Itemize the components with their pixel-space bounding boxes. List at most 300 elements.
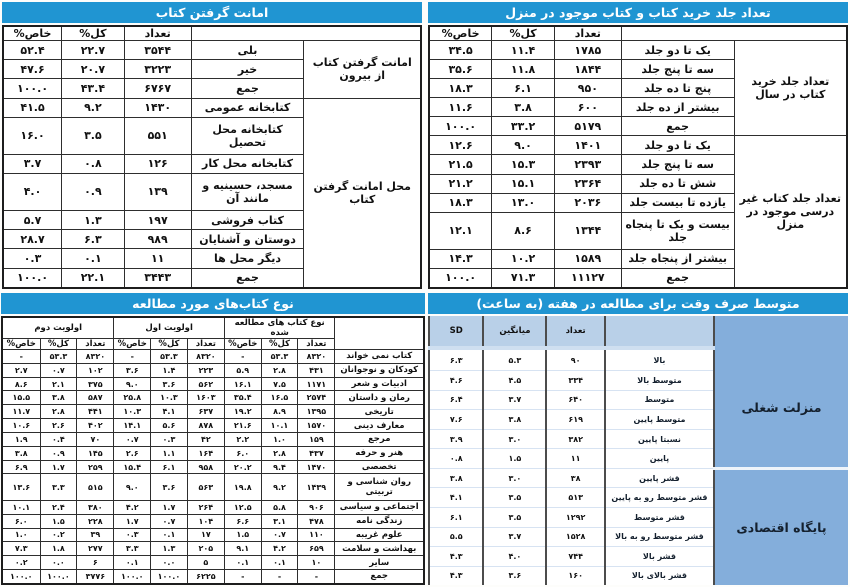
value-cell: ۲۰.۲ (224, 460, 261, 474)
time-spent-table (428, 316, 848, 585)
value-cell: ۰.۷ (261, 528, 298, 542)
value-cell: ۵۱۵ (77, 474, 114, 500)
value-cell: ۹۵۰ (554, 79, 621, 98)
value-cell: ۶.۰ (224, 446, 261, 460)
value-cell: ۱۷۸۵ (554, 41, 621, 60)
value-cell: ۳.۹ (429, 429, 483, 449)
table-row (429, 41, 847, 60)
row-label: مرجع (335, 432, 424, 446)
row-label: خیر (191, 60, 304, 79)
value-cell: ۱۶۴ (187, 446, 224, 460)
column-header: خاص% (114, 339, 151, 350)
value-cell: ۵۲.۴ (3, 41, 62, 60)
value-cell: ۱۵۷۰ (298, 419, 335, 433)
value-cell: ۰.۳ (151, 432, 188, 446)
value-cell: ۱۵.۱ (492, 174, 555, 193)
table-row (2, 405, 424, 419)
value-cell: ۱۱.۴ (492, 41, 555, 60)
value-cell: ۱.۰ (261, 432, 298, 446)
row-label: پنج تا ده جلد (621, 79, 734, 98)
group-label: امانت گرفتن کتاب از بیرون (304, 41, 421, 99)
column-header: تعداد (77, 339, 114, 350)
value-cell: ۱۷ (187, 528, 224, 542)
group-label: پایگاه اقتصادی (714, 468, 848, 585)
row-label: شش تا ده جلد (621, 174, 734, 193)
value-cell: ۳۸۰ (77, 500, 114, 514)
value-cell: - (298, 569, 335, 584)
row-label: پایین (605, 449, 714, 469)
row-label: کتاب نمی خواند (335, 350, 424, 364)
value-cell: ۴.۱ (429, 488, 483, 508)
value-cell: ۹.۲ (62, 98, 125, 117)
value-cell: ۱۹.۸ (224, 474, 261, 500)
table-row (3, 41, 421, 60)
value-cell: ۹.۱ (224, 542, 261, 556)
value-cell: ۱۱ (546, 449, 605, 469)
row-label: یک تا دو جلد (621, 136, 734, 155)
value-cell: ۲۱.۵ (429, 155, 492, 174)
blank-header (605, 316, 714, 348)
value-cell: ۸.۶ (2, 377, 40, 391)
row-label: کتابخانه محل کار (191, 154, 304, 173)
value-cell: ۰.۳ (114, 528, 151, 542)
value-cell: ۲.۱ (40, 377, 77, 391)
row-label: تاریخی (335, 405, 424, 419)
value-cell: ۱.۷ (151, 500, 188, 514)
value-cell: ۵۵۱ (124, 117, 191, 154)
table-row (2, 446, 424, 460)
value-cell: ۲۸.۷ (3, 230, 62, 249)
value-cell: ۶.۳ (429, 348, 483, 371)
value-cell: ۵۳.۳ (261, 350, 298, 364)
value-cell: ۱۶.۵ (261, 391, 298, 405)
value-cell: ۶.۱ (151, 460, 188, 474)
value-cell: ۰.۷ (40, 363, 77, 377)
value-cell: ۱۹.۲ (224, 405, 261, 419)
table-row (3, 98, 421, 117)
value-cell: ۲۲۳ (187, 363, 224, 377)
value-cell: ۱۰۰.۰ (429, 268, 492, 288)
value-cell: ۲۲۸ (77, 514, 114, 528)
row-label: سه تا پنج جلد (621, 155, 734, 174)
value-cell: ۱۳.۰ (492, 193, 555, 212)
row-label: بلی (191, 41, 304, 60)
column-header: خاص% (2, 339, 40, 350)
value-cell: ۵.۷ (3, 210, 62, 229)
value-cell: ۷.۳ (2, 542, 40, 556)
value-cell: ۱۳.۶ (2, 474, 40, 500)
group-label: تعداد جلد کتاب غیر درسی موجود در منزل (734, 136, 847, 288)
value-cell: ۱۰.۲ (492, 249, 555, 268)
value-cell: ۹.۲ (261, 474, 298, 500)
value-cell: ۱۰.۱ (261, 419, 298, 433)
value-cell: ۵.۳ (483, 348, 546, 371)
value-cell: ۸۳۲۰ (77, 350, 114, 364)
value-cell: ۳.۱ (261, 514, 298, 528)
value-cell: ۶.۹ (2, 460, 40, 474)
value-cell: ۰.۹ (62, 173, 125, 210)
row-label: تخصصی (335, 460, 424, 474)
value-cell: ۲۵.۸ (114, 391, 151, 405)
row-label: علوم غریبه (335, 528, 424, 542)
value-cell: ۱.۵ (224, 528, 261, 542)
value-cell: ۲.۸ (261, 446, 298, 460)
row-label: قشر بالای بالا (605, 566, 714, 585)
borrow-table-title: امانت گرفتن کتاب (2, 2, 422, 23)
header-row (429, 316, 848, 348)
value-cell: ۲۰.۷ (62, 60, 125, 79)
purchase-table (428, 25, 848, 289)
value-cell: ۱۱.۷ (2, 405, 40, 419)
value-cell: ۴۷.۶ (3, 60, 62, 79)
value-cell: ۱۱۱۲۷ (554, 268, 621, 288)
value-cell: ۲۰۵ (187, 542, 224, 556)
value-cell: ۴۲ (187, 432, 224, 446)
column-header: میانگین (483, 316, 546, 348)
value-cell: ۳.۸ (40, 391, 77, 405)
value-cell: ۳۸ (546, 468, 605, 488)
row-label: قشر متوسط (605, 508, 714, 528)
column-group-header: نوع کتاب های مطالعه شده (224, 317, 335, 339)
row-label: کتابخانه عمومی (191, 98, 304, 117)
value-cell: ۱۴.۱ (114, 419, 151, 433)
value-cell: ۴۴۱ (77, 405, 114, 419)
table-row (2, 432, 424, 446)
table-row (429, 348, 848, 371)
column-header: تعداد (554, 26, 621, 41)
value-cell: ۳.۵ (483, 508, 546, 528)
value-cell: ۹۰ (546, 348, 605, 371)
value-cell: ۳.۶ (483, 566, 546, 585)
row-label: بیست و یک تا پنجاه جلد (621, 212, 734, 249)
column-header: خاص% (3, 26, 62, 41)
column-header: کل% (40, 339, 77, 350)
value-cell: ۵۱۳ (546, 488, 605, 508)
value-cell: ۳۸۲ (546, 429, 605, 449)
column-header: خاص% (429, 26, 492, 41)
value-cell: ۱۴.۳ (429, 249, 492, 268)
group-label: محل امانت گرفتن کتاب (304, 98, 421, 288)
value-cell: ۱۲.۶ (429, 136, 492, 155)
value-cell: ۶۳۷ (187, 405, 224, 419)
value-cell: ۵.۸ (261, 500, 298, 514)
value-cell: ۰.۱ (151, 528, 188, 542)
value-cell: ۰.۸ (429, 449, 483, 469)
value-cell: ۱.۵ (40, 514, 77, 528)
value-cell: ۱۴۷۰ (298, 460, 335, 474)
table-row (2, 363, 424, 377)
value-cell: ۶.۴ (429, 390, 483, 410)
table-row (429, 468, 848, 488)
value-cell: ۱.۵ (483, 449, 546, 469)
value-cell: ۰.۸ (62, 154, 125, 173)
value-cell: ۲۳۶۴ (554, 174, 621, 193)
book-types-title: نوع کتاب‌های مورد مطالعه (1, 293, 425, 314)
value-cell: ۱.۰ (2, 528, 40, 542)
value-cell: ۱۰.۱ (2, 500, 40, 514)
value-cell: ۳.۸ (483, 410, 546, 430)
row-label: قشر بالا (605, 547, 714, 567)
value-cell: ۱۰۲ (77, 363, 114, 377)
header-row (3, 26, 421, 41)
time-spent-title: متوسط صرف وقت برای مطالعه در هفته (به ساعت) (428, 293, 848, 314)
value-cell: ۱۴۳۰ (124, 98, 191, 117)
value-cell: ۱.۴ (151, 363, 188, 377)
purchase-table-section (428, 2, 848, 289)
value-cell: ۷.۶ (429, 410, 483, 430)
value-cell: ۴.۱ (151, 405, 188, 419)
value-cell: ۱۰۴ (187, 514, 224, 528)
value-cell: ۱۰۰.۰ (114, 569, 151, 584)
value-cell: ۱۰ (298, 556, 335, 570)
value-cell: ۶۵۹ (298, 542, 335, 556)
value-cell: ۳۵.۴ (224, 391, 261, 405)
value-cell: ۹۸۹ (124, 230, 191, 249)
value-cell: ۶.۱ (429, 508, 483, 528)
value-cell: ۳.۵ (62, 117, 125, 154)
value-cell: ۲.۷ (2, 363, 40, 377)
value-cell: ۱۱.۸ (492, 60, 555, 79)
row-label: متوسط پایین (605, 410, 714, 430)
value-cell: ۵ (187, 556, 224, 570)
value-cell: ۱.۷ (114, 514, 151, 528)
value-cell: ۴۳۷ (298, 446, 335, 460)
value-cell: ۵.۶ (151, 419, 188, 433)
value-cell: ۰.۰ (151, 556, 188, 570)
row-label: ادبیات و شعر (335, 377, 424, 391)
value-cell: ۳.۶ (151, 474, 188, 500)
row-label: اجتماعی و سیاسی (335, 500, 424, 514)
value-cell: ۱۸۴۴ (554, 60, 621, 79)
value-cell: ۳.۰ (483, 429, 546, 449)
value-cell: ۳.۶ (151, 377, 188, 391)
row-label: سایر (335, 556, 424, 570)
value-cell: ۸۷۸ (187, 419, 224, 433)
value-cell: ۴۷۸ (298, 514, 335, 528)
value-cell: ۳۵.۶ (429, 60, 492, 79)
row-label: معارف دینی (335, 419, 424, 433)
value-cell: ۰.۱ (114, 556, 151, 570)
value-cell: ۱۲۹۲ (546, 508, 605, 528)
row-label: قشر متوسط رو به بالا (605, 527, 714, 547)
value-cell: ۲.۸ (40, 405, 77, 419)
value-cell: ۱۳۴۴ (554, 212, 621, 249)
value-cell: ۳.۷ (483, 527, 546, 547)
row-label: متوسط (605, 390, 714, 410)
value-cell: ۳.۵ (483, 488, 546, 508)
value-cell: ۱۱ (124, 249, 191, 268)
table-row (2, 391, 424, 405)
borrow-table (2, 25, 422, 289)
row-label: جمع (621, 268, 734, 288)
row-label: کتابخانه محل تحصیل (191, 117, 304, 154)
value-cell: ۰.۷ (151, 514, 188, 528)
value-cell: ۲.۶ (40, 419, 77, 433)
value-cell: ۶۴۰ (546, 390, 605, 410)
row-label: متوسط بالا (605, 371, 714, 391)
value-cell: ۱۱.۶ (429, 98, 492, 117)
value-cell: ۲۵۹ (77, 460, 114, 474)
value-cell: ۱۰.۳ (114, 405, 151, 419)
row-label: یازده تا بیست جلد (621, 193, 734, 212)
table-row (2, 377, 424, 391)
row-label: قشر پایین (605, 468, 714, 488)
column-group-header: اولویت اول (114, 317, 225, 339)
value-cell: ۲.۶ (114, 446, 151, 460)
value-cell: ۳۷۵ (77, 377, 114, 391)
value-cell: ۴.۰ (3, 173, 62, 210)
value-cell: ۱.۱ (151, 446, 188, 460)
time-spent-section (428, 293, 848, 585)
value-cell: ۶ (77, 556, 114, 570)
value-cell: ۵۳.۳ (151, 350, 188, 364)
value-cell: ۱۶۰۳ (187, 391, 224, 405)
value-cell: ۰.۲ (2, 556, 40, 570)
value-cell: ۱۶۰ (546, 566, 605, 585)
value-cell: - (224, 569, 261, 584)
borrow-table-section (2, 2, 422, 289)
value-cell: ۱۹۷ (124, 210, 191, 229)
value-cell: ۷۴۴ (546, 547, 605, 567)
value-cell: ۴.۲ (261, 542, 298, 556)
blank-header (621, 26, 847, 41)
value-cell: - (224, 350, 261, 364)
value-cell: ۶.۳ (62, 230, 125, 249)
value-cell: ۲.۴ (40, 500, 77, 514)
value-cell: ۶۱۹ (546, 410, 605, 430)
value-cell: ۳.۳ (114, 542, 151, 556)
value-cell: ۱۰۰.۰ (151, 569, 188, 584)
group-label: منزلت شغلی (714, 348, 848, 468)
value-cell: ۱۵۸۹ (554, 249, 621, 268)
group-header-row (2, 317, 424, 339)
value-cell: ۱۸.۳ (429, 79, 492, 98)
value-cell: ۳۷۷۶ (77, 569, 114, 584)
value-cell: ۱۳۹ (124, 173, 191, 210)
value-cell: ۳.۷ (483, 390, 546, 410)
value-cell: - (2, 350, 40, 364)
value-cell: ۱۵.۳ (492, 155, 555, 174)
value-cell: ۹.۰ (114, 474, 151, 500)
value-cell: ۸۳۲۰ (187, 350, 224, 364)
value-cell: ۹۵۸ (187, 460, 224, 474)
row-label: دیگر محل ها (191, 249, 304, 268)
value-cell: ۱۰۰.۰ (3, 268, 62, 288)
value-cell: ۵.۵ (429, 527, 483, 547)
purchase-table-title: تعداد جلد خرید کتاب و کتاب موجود در منزل (428, 2, 848, 23)
value-cell: ۲۵۷۴ (298, 391, 335, 405)
value-cell: ۸.۶ (492, 212, 555, 249)
value-cell: ۴۰۲ (77, 419, 114, 433)
value-cell: ۲۷۷ (77, 542, 114, 556)
value-cell: ۱۸.۳ (429, 193, 492, 212)
row-label: بهداشت و سلامت (335, 542, 424, 556)
value-cell: ۳.۰ (483, 468, 546, 488)
column-group-header: اولویت دوم (2, 317, 114, 339)
value-cell: ۵۳.۳ (40, 350, 77, 364)
value-cell: ۱۲.۵ (224, 500, 261, 514)
value-cell: ۳۲۲۳ (124, 60, 191, 79)
value-cell: ۰.۱ (62, 249, 125, 268)
table-row (429, 136, 847, 155)
value-cell: ۹.۰ (114, 377, 151, 391)
value-cell: ۳۴.۵ (429, 41, 492, 60)
value-cell: ۲۱.۲ (429, 174, 492, 193)
value-cell: ۱.۳ (62, 210, 125, 229)
value-cell: ۱۲۶ (124, 154, 191, 173)
value-cell: ۷.۵ (261, 377, 298, 391)
column-header: کل% (62, 26, 125, 41)
value-cell: ۱۶.۰ (3, 117, 62, 154)
table-row (2, 528, 424, 542)
value-cell: ۱۵۲۸ (546, 527, 605, 547)
column-header: خاص% (224, 339, 261, 350)
row-label: قشر متوسط رو به پایین (605, 488, 714, 508)
table-row (2, 514, 424, 528)
value-cell: ۲۳۹۳ (554, 155, 621, 174)
value-cell: ۵۶۲ (187, 377, 224, 391)
column-header: تعداد (546, 316, 605, 348)
row-label: جمع (191, 79, 304, 98)
value-cell: ۷۰ (77, 432, 114, 446)
value-cell: ۰.۹ (40, 446, 77, 460)
value-cell: ۲۱.۶ (224, 419, 261, 433)
value-cell: ۳.۶ (114, 363, 151, 377)
value-cell: ۴.۵ (483, 371, 546, 391)
value-cell: ۱.۳ (151, 542, 188, 556)
blank-group-header (714, 316, 848, 348)
value-cell: ۷۱.۳ (492, 268, 555, 288)
value-cell: ۱۰.۳ (151, 391, 188, 405)
value-cell: ۶.۶ (224, 514, 261, 528)
value-cell: ۵۶۳ (187, 474, 224, 500)
value-cell: ۶۰۰ (554, 98, 621, 117)
book-types-table (1, 316, 425, 585)
value-cell: ۰.۷ (114, 432, 151, 446)
table-row (2, 556, 424, 570)
value-cell: ۶۲۲۵ (187, 569, 224, 584)
value-cell: ۹.۰ (492, 136, 555, 155)
book-types-section (1, 293, 425, 585)
value-cell: ۴.۳ (429, 547, 483, 567)
group-label: تعداد جلد خرید کتاب در سال (734, 41, 847, 136)
value-cell: ۴۱.۵ (3, 98, 62, 117)
value-cell: ۱۰۰.۰ (429, 117, 492, 136)
row-label: کتاب فروشی (191, 210, 304, 229)
value-cell: ۳.۳ (40, 474, 77, 500)
row-label: بیشتر از ده جلد (621, 98, 734, 117)
row-label: بالا (605, 348, 714, 371)
value-cell: ۳۴۴۳ (124, 268, 191, 288)
value-cell: ۲۰۳۶ (554, 193, 621, 212)
value-cell: ۰.۱ (224, 556, 261, 570)
value-cell: ۳.۷ (3, 154, 62, 173)
column-header: تعداد (298, 339, 335, 350)
value-cell: ۳۳۴ (546, 371, 605, 391)
value-cell: ۱۰۰.۰ (2, 569, 40, 584)
column-header: کل% (492, 26, 555, 41)
value-cell: ۸.۹ (261, 405, 298, 419)
table-row (2, 474, 424, 500)
value-cell: ۱۵۹ (298, 432, 335, 446)
value-cell: ۱۰۰.۰ (40, 569, 77, 584)
value-cell: ۶.۱ (492, 79, 555, 98)
value-cell: ۱.۹ (2, 432, 40, 446)
value-cell: ۳۵۴۴ (124, 41, 191, 60)
value-cell: ۴.۲ (114, 500, 151, 514)
row-label: جمع (335, 569, 424, 584)
table-row (2, 542, 424, 556)
